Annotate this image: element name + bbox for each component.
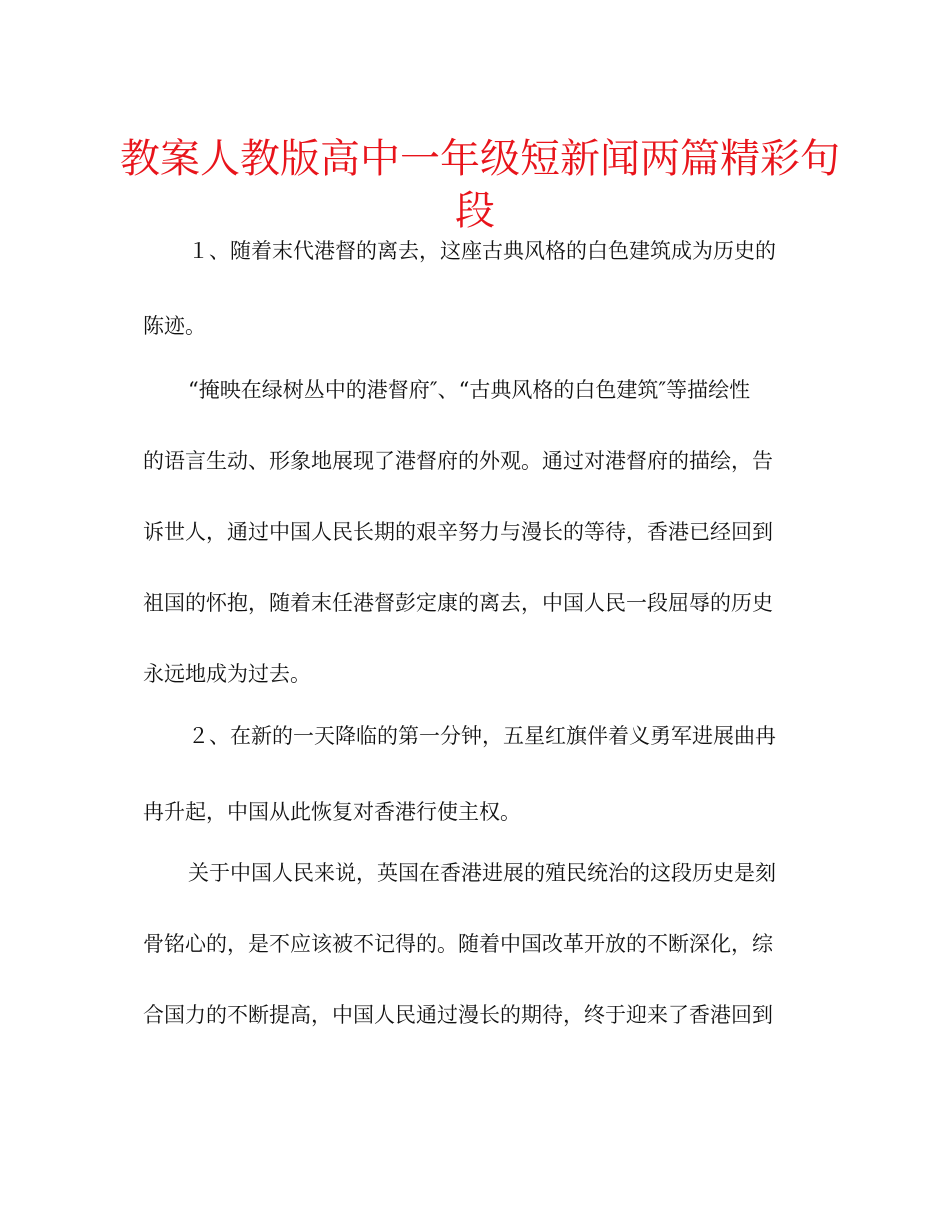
paragraph-4-line-3: 合国力的不断提高，中国人民通过漫长的期待，终于迎来了香港回到 bbox=[143, 1003, 773, 1027]
paragraph-3-line-2: 冉升起，中国从此恢复对香港行使主权。 bbox=[143, 800, 521, 824]
paragraph-1-line-2: 陈迹。 bbox=[143, 314, 206, 338]
paragraph-2-line-2: 的语言生动、形象地展现了港督府的外观。通过对港督府的描绘，告 bbox=[143, 449, 773, 473]
paragraph-2-line-1: “掩映在绿树丛中的港督府″、“古典风格的白色建筑″等描绘性 bbox=[188, 378, 751, 402]
paragraph-1-line-1: １、随着末代港督的离去，这座古典风格的白色建筑成为历史的 bbox=[188, 239, 776, 263]
document-title-line-2: 段 bbox=[455, 188, 495, 234]
paragraph-3-line-1: ２、在新的一天降临的第一分钟，五星红旗伴着义勇军进展曲冉 bbox=[188, 724, 776, 748]
paragraph-2-line-4: 祖国的怀抱，随着末任港督彭定康的离去，中国人民一段屈辱的历史 bbox=[143, 591, 773, 615]
paragraph-4-line-2: 骨铭心的，是不应该被不记得的。随着中国改革开放的不断深化，综 bbox=[143, 932, 773, 956]
paragraph-4-line-1: 关于中国人民来说，英国在香港进展的殖民统治的这段历史是刻 bbox=[188, 861, 776, 885]
paragraph-2-line-5: 永远地成为过去。 bbox=[143, 662, 311, 686]
paragraph-2-line-3: 诉世人，通过中国人民长期的艰辛努力与漫长的等待，香港已经回到 bbox=[143, 520, 773, 544]
document-title-line-1: 教案人教版高中一年级短新闻两篇精彩句 bbox=[120, 136, 840, 182]
